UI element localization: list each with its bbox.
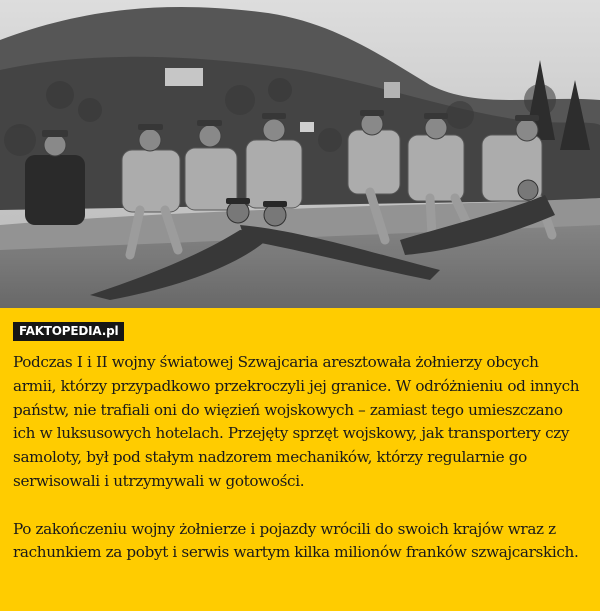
caption-panel (0, 308, 600, 611)
caption-paragraph-2: Po zakończeniu wojny żołnierze i pojazdy wrócili do swoich krajów wraz z rachunkiem za pobyt i serwis wartym kilka milionów franków szwajcarskich. (13, 519, 579, 562)
caption-paragraph-1: Podczas I i II wojny światowej Szwajcaria aresztowała żołnierzy obcych armii, którzy przypadkowo przekroczyli jej granice. W odróżnieniu od innych państw, nie trafiali oni do więzień wojskowych – zamiast tego umieszczano ich w luksusowych hotelach. Przejęty sprzęt wojskowy, jak transportery czy samoloty, był pod stałym nadzorem mechaników, którzy regularnie go serwisowali i utrzymywali w gotowości. (13, 353, 580, 490)
brand-badge[interactable]: FAKTOPEDIA.pl (13, 322, 124, 341)
